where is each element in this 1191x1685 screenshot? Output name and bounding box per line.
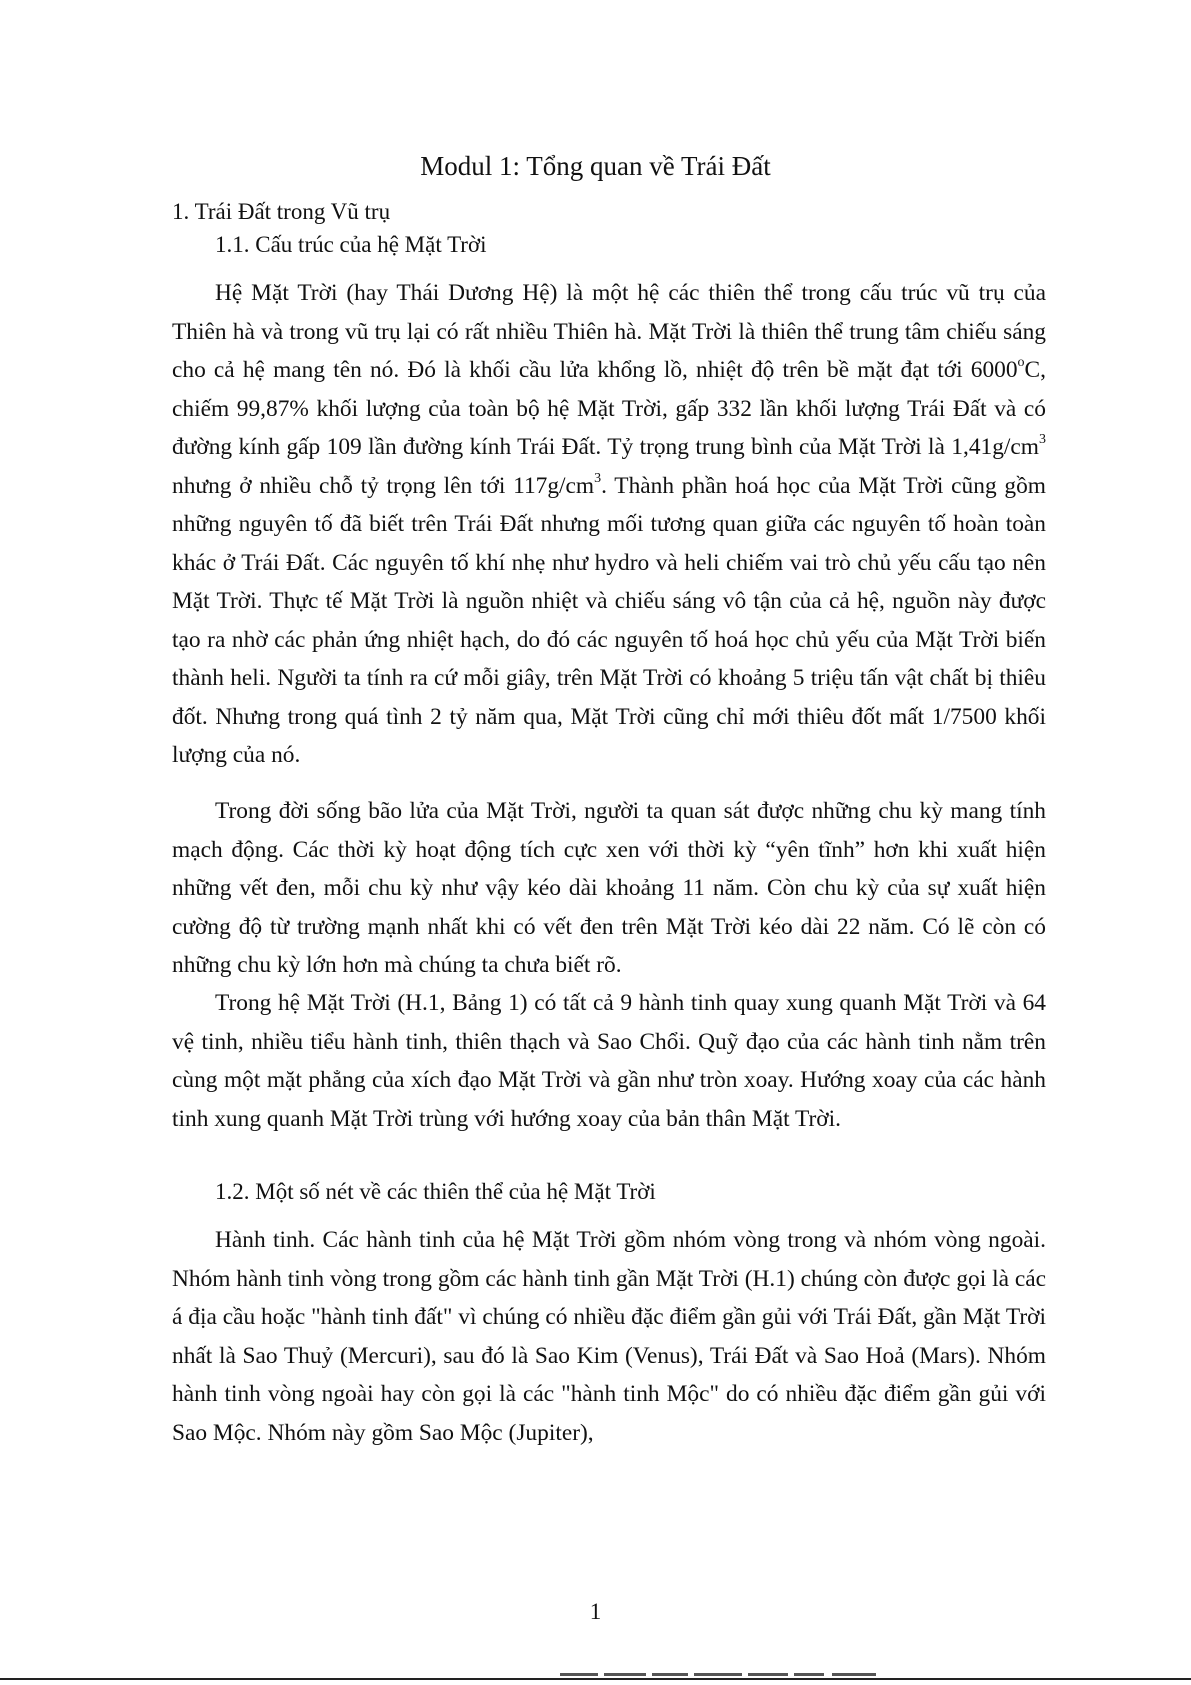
footer-fragment <box>694 1673 742 1676</box>
footer-fragment <box>560 1673 598 1676</box>
footer-fragment <box>748 1673 788 1676</box>
paragraph-3: Trong hệ Mặt Trời (H.1, Bảng 1) có tất cả 9 hành tinh quay xung quanh Mặt Trời và 64 vệ tinh, nhiều tiểu hành tinh, thiên thạch và Sao Chổi. Quỹ đạo của các hành tinh nằm trên cùng một mặt phẳng của xích đạo Mặt Trời và gần như tròn xoay. Hướng xoay của các hành tinh xung quanh Mặt Trời trùng với hướng xoay của bản thân Mặt Trời. <box>172 990 1046 1132</box>
footer-fragment <box>794 1673 824 1676</box>
footer-fragment <box>604 1673 646 1676</box>
section-heading-1-1: 1.1. Cấu trúc của hệ Mặt Trời <box>215 232 487 257</box>
section-heading-1-2: 1.2. Một số nét về các thiên thể của hệ Mặt Trời <box>215 1179 656 1204</box>
paragraph-4: Hành tinh. Các hành tinh của hệ Mặt Trời gồm nhóm vòng trong và nhóm vòng ngoài. Nhóm hành tinh vòng trong gồm các hành tinh gần Mặt Trời (H.1) chúng còn được gọi là các á địa cầu hoặc "hành tinh đất" vì chúng có nhiều đặc điểm gần gủi với Trái Đất, gần Mặt Trời nhất là Sao Thuỷ (Mercuri), sau đó là Sao Kim (Venus), Trái Đất và Sao Hoả (Mars). Nhóm hành tinh vòng ngoài hay còn gọi là các "hành tinh Mộc" do có nhiều đặc điểm gần gủi với Sao Mộc. Nhóm này gồm Sao Mộc (Jupiter), <box>172 1227 1046 1446</box>
paragraph-1: Hệ Mặt Trời (hay Thái Dương Hệ) là một hệ các thiên thể trong cấu trúc vũ trụ của Thiên hà và trong vũ trụ lại có rất nhiều Thiên hà. Mặt Trời là thiên thể trung tâm chiếu sáng cho cả hệ mang tên nó. Đó là khối cầu lửa khổng lồ, nhiệt độ trên bề mặt đạt tới 6000$^o$C, chiếm 99,87% khối lượng của toàn bộ hệ Mặt Trời, gấp 332 lần khối lượng Trái Đất và có đường kính gấp 109 lần đường kính Trái Đất. Tỷ trọng trung bình của Mặt Trời là $1,41g/cm^3$ nhưng ở nhiều chỗ tỷ trọng lên tới $117g/cm^3$. Thành phần hoá học của Mặt Trời cũng gồm những nguyên tố đã biết trên Trái Đất nhưng mối tương quan giữa các nguyên tố hoàn toàn khác ở Trái Đất. Các nguyên tố khí nhẹ như hydro và heli chiếm vai trò chủ yếu cấu tạo nên Mặt Trời. Thực tế Mặt Trời là nguồn nhiệt và chiếu sáng vô tận của cả hệ, nguồn này được tạo ra nhờ các phản ứng nhiệt hạch, do đó các nguyên tố hoá học chủ yếu của Mặt Trời biến thành heli. Người ta tính ra cứ mỗi giây, trên Mặt Trời có khoảng 5 triệu tấn vật chất bị thiêu đốt. Nhưng trong quá tình 2 tỷ năm qua, Mặt Trời cũng chỉ mới thiêu đốt mất 1/7500 khối lượng của nó. <box>172 280 1046 768</box>
footer-fragment <box>832 1673 876 1676</box>
footer-fragment <box>652 1673 688 1676</box>
paragraph-2: Trong đời sống bão lửa của Mặt Trời, người ta quan sát được những chu kỳ mang tính mạch động. Các thời kỳ hoạt động tích cực xen với thời kỳ “yên tĩnh” hơn khi xuất hiện những vết đen, mỗi chu kỳ như vậy kéo dài khoảng 11 năm. Còn chu kỳ của sự xuất hiện cường độ từ trường mạnh nhất khi có vết đen trên Mặt Trời kéo dài 22 năm. Có lẽ còn có những chu kỳ lớn hơn mà chúng ta chưa biết rõ. <box>172 798 1046 978</box>
page-title: Modul 1: Tổng quan về Trái Đất <box>420 151 771 181</box>
footer-rule <box>0 1678 1191 1680</box>
section-heading-1: 1. Trái Đất trong Vũ trụ <box>172 199 391 224</box>
page-number: 1 <box>589 1599 602 1624</box>
scan-footer-edge <box>0 1672 1191 1685</box>
